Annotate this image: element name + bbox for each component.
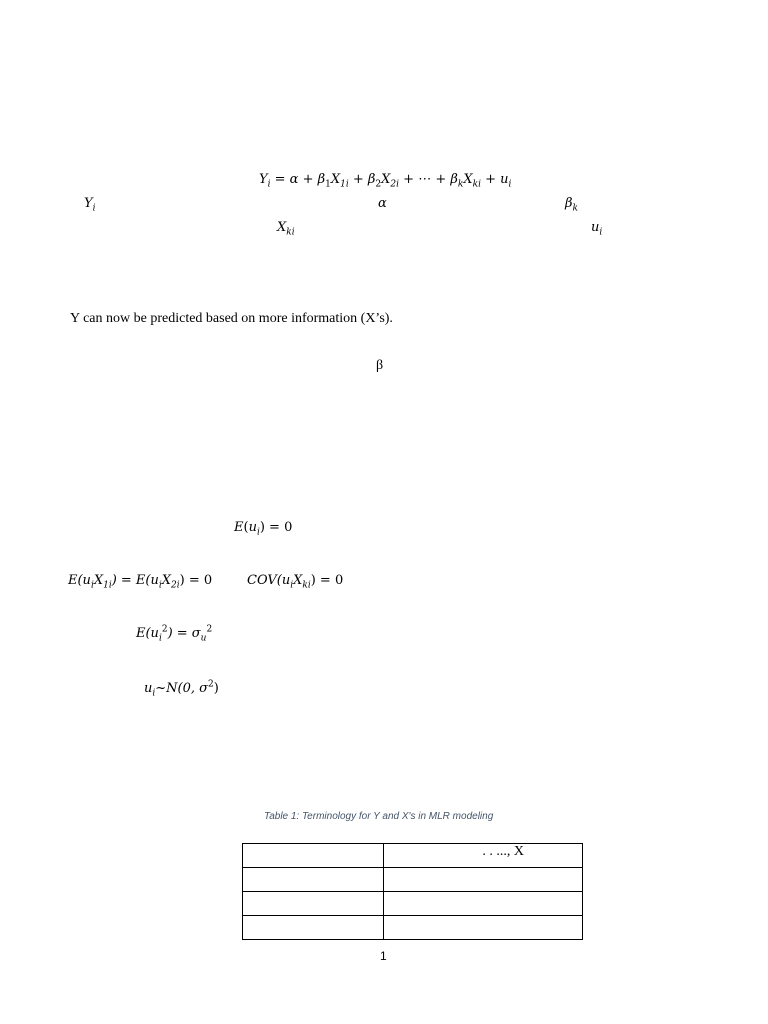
def-yi: $Y_i$ (84, 196, 96, 214)
def-xki: $X_{ki}$ (277, 220, 295, 238)
table-row (243, 844, 583, 868)
table-cell (243, 868, 384, 892)
table-row (243, 916, 583, 940)
assumption-variance: $E(u_i^2) = \sigma_u^2$ (136, 624, 213, 644)
assumption-zero-mean: $E(u_i) = 0$ (234, 520, 293, 538)
body-paragraph: Y can now be predicted based on more information (X’s). (70, 311, 393, 326)
beta-symbol: β (376, 358, 384, 373)
assumption-no-correlation: $E(u_iX_{1i}) = E(u_iX_{2i}) = 0$ (68, 573, 213, 591)
table-cell (384, 868, 583, 892)
table-cell (243, 916, 384, 940)
table-cell (243, 892, 384, 916)
assumption-covariance: $COV(u_iX_{ki}) = 0$ (247, 573, 344, 591)
regression-equation: $Y_i = \alpha + \beta_1X_{1i} + \beta_2X_{2i}$ + ⋯ + $\beta_kX_{ki} + u_i$ (259, 172, 512, 190)
table-cell (243, 844, 384, 868)
table-cell (384, 916, 583, 940)
terminology-table (242, 843, 583, 940)
assumption-normality: $u_i\sim N(0$, $\sigma^2$) (144, 679, 219, 699)
table-row (243, 892, 583, 916)
table-cell (384, 892, 583, 916)
table-row (243, 868, 583, 892)
page-number: 1 (380, 949, 387, 963)
def-ui: $u_i$ (591, 220, 603, 238)
table-cell: . . ..., X (384, 844, 583, 868)
def-alpha: α (378, 196, 387, 211)
table-caption: Table 1: Terminology for Y and X's in MLR modeling (264, 811, 494, 822)
def-betak: $\beta_k$ (565, 196, 578, 214)
